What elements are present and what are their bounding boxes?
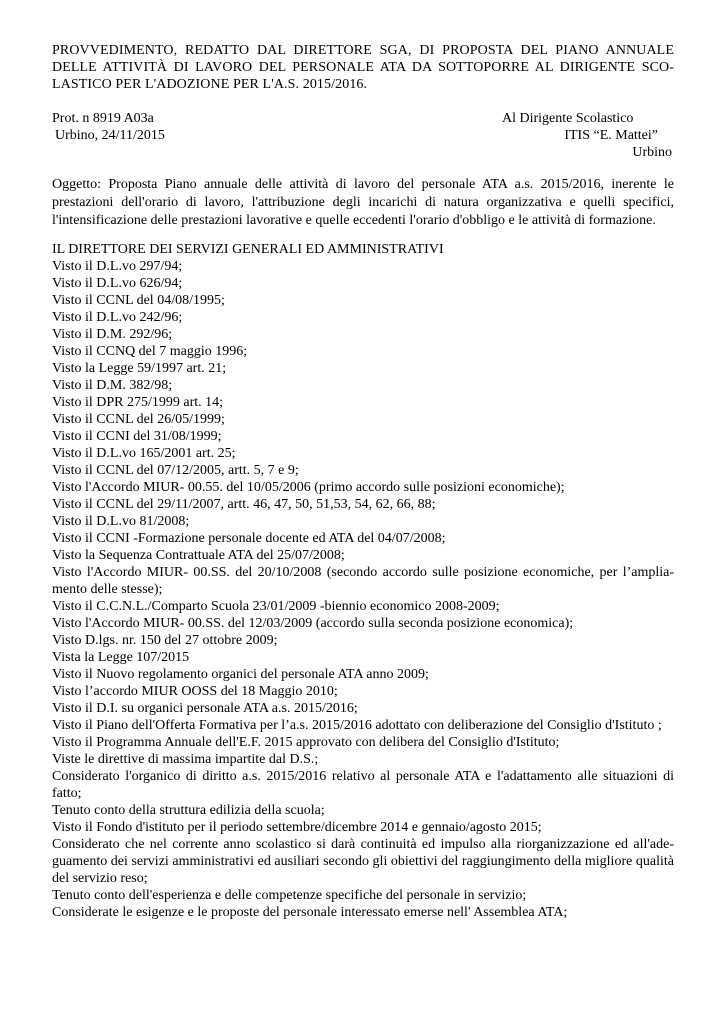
line-16: Visto il CCNI -Formazione personale docente ed ATA del 04/07/2008; <box>52 531 446 546</box>
document-title: PROVVEDIMENTO, REDATTO DAL DIRETTORE SGA, DI PROPOSTA DEL PIANO ANNUALE DELLE ATTIVITÀ DI LAVORO DEL PERSONALE ATA DA SOTTOPORRE AL DIRIGENTE SCO-LASTICO PER L'ADOZIONE PER L'A.S. 2015/2016. <box>52 43 674 92</box>
line-21: Visto D.lgs. nr. 150 del 27 ottobre 2009; <box>52 633 278 648</box>
line-31: Visto il Fondo d'istituto per il periodo settembre/dicembre 2014 e gennaio/agosto 2015; <box>52 820 542 835</box>
protocol-number: Prot. n 8919 A03a <box>52 111 154 126</box>
protocol-block <box>52 110 352 144</box>
line-1: Visto il D.L.vo 626/94; <box>52 276 183 291</box>
line-19: Visto il C.C.N.L./Comparto Scuola 23/01/2009 -biennio economico 2008-2009; <box>52 599 500 614</box>
line-22: Vista la Legge 107/2015 <box>52 650 190 665</box>
line-14: Visto il CCNL del 29/11/2007, artt. 46, 47, 50, 51,53, 54, 62, 66, 88; <box>52 497 436 512</box>
line-25: Visto il D.I. su organici personale ATA a.s. 2015/2016; <box>52 701 358 716</box>
recipient-line-3: Urbino <box>632 145 672 160</box>
line-32: Considerato che nel corrente anno scolastico si darà continuità ed impulso alla riorganizzazione ed all'ade-guamento dei servizi amministrativi ed ausiliari secondo gli obiettivi del raggiungimento della migliore qualità del servizio reso; <box>52 837 674 886</box>
line-26: Visto il Piano dell'Offerta Formativa per l’a.s. 2015/2016 adottato con deliberazione del Consiglio d'Istituto ; <box>52 718 662 733</box>
subject-paragraph: Oggetto: Proposta Piano annuale delle attività di lavoro del personale ATA a.s. 2015/2016, inerente le prestazioni dell'orario di lavoro, l'attribuzione degli incarichi di natura organizzativa e quelli specifici, l'intensificazione delle prestazioni lavorative e quelle eccedenti l'orario d'obbligo e le attività di formazione. <box>52 177 674 228</box>
line-4: Visto il D.M. 292/96; <box>52 327 173 342</box>
line-17: Visto la Sequenza Contrattuale ATA del 25/07/2008; <box>52 548 345 563</box>
line-5: Visto il CCNQ del 7 maggio 1996; <box>52 344 248 359</box>
line-3: Visto il D.L.vo 242/96; <box>52 310 183 325</box>
line-12: Visto il CCNL del 07/12/2005, artt. 5, 7 e 9; <box>52 463 299 478</box>
line-28: Viste le direttive di massima impartite dal D.S.; <box>52 752 319 767</box>
line-18: Visto l'Accordo MIUR- 00.SS. del 20/10/2008 (secondo accordo sulle posizione economiche, per l’amplia-mento delle stesse); <box>52 565 674 597</box>
section-heading: IL DIRETTORE DEI SERVIZI GENERALI ED AMMINISTRATIVI <box>52 242 444 257</box>
line-34: Considerate le esigenze e le proposte del personale interessato emerse nell' Assemblea ATA; <box>52 905 568 920</box>
line-27: Visto il Programma Annuale dell'E.F. 2015 approvato con delibera del Consiglio d'Istituto; <box>52 735 560 750</box>
recipient-line-1: Al Dirigente Scolastico <box>502 111 634 126</box>
line-9: Visto il CCNL del 26/05/1999; <box>52 412 225 427</box>
line-6: Visto la Legge 59/1997 art. 21; <box>52 361 227 376</box>
line-23: Visto il Nuovo regolamento organici del personale ATA anno 2009; <box>52 667 429 682</box>
line-33: Tenuto conto dell'esperienza e delle competenze specifiche del personale in servizio; <box>52 888 527 903</box>
line-7: Visto il D.M. 382/98; <box>52 378 173 393</box>
line-13: Visto l'Accordo MIUR- 00.55. del 10/05/2006 (primo accordo sulle posizioni economiche); <box>52 480 565 495</box>
place-date: Urbino, 24/11/2015 <box>55 128 165 143</box>
recipient-line-2: ITIS “E. Mattei” <box>564 128 658 143</box>
line-8: Visto il DPR 275/1999 art. 14; <box>52 395 224 410</box>
line-10: Visto il CCNI del 31/08/1999; <box>52 429 222 444</box>
line-15: Visto il D.L.vo 81/2008; <box>52 514 190 529</box>
line-11: Visto il D.L.vo 165/2001 art. 25; <box>52 446 236 461</box>
line-2: Visto il CCNL del 04/08/1995; <box>52 293 225 308</box>
line-30: Tenuto conto della struttura edilizia della scuola; <box>52 803 325 818</box>
line-24: Visto l’accordo MIUR OOSS del 18 Maggio 2010; <box>52 684 338 699</box>
recipient-block <box>502 110 672 161</box>
line-0: Visto il D.L.vo 297/94; <box>52 259 183 274</box>
line-20: Visto l'Accordo MIUR- 00.SS. del 12/03/2009 (accordo sulla seconda posizione economica); <box>52 616 574 631</box>
considerations-list <box>52 241 674 921</box>
line-29: Considerato l'organico di diritto a.s. 2015/2016 relativo al personale ATA e l'adattamento alle situazioni di fatto; <box>52 769 674 801</box>
